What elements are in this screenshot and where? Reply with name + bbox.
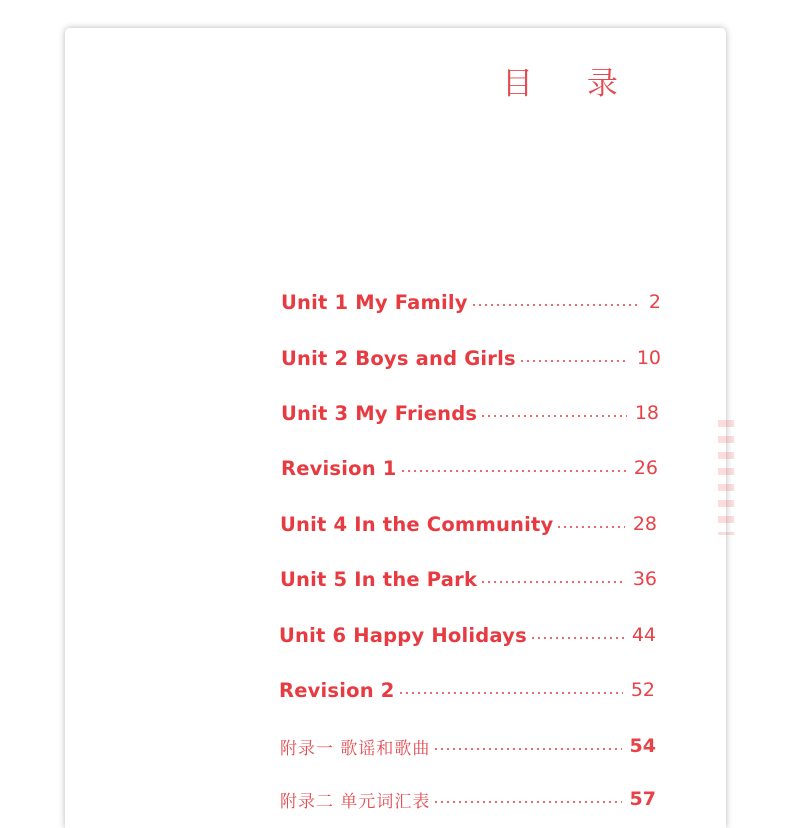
toc-entry-unit-5[interactable]	[280, 564, 657, 594]
dot-leader	[556, 526, 624, 528]
toc-entry-appendix-1[interactable]	[280, 731, 656, 761]
dot-leader	[433, 748, 621, 750]
toc-entry-page: 10	[636, 347, 661, 369]
toc-entry-appendix-2[interactable]	[280, 784, 656, 814]
toc-entry-page: 57	[629, 788, 656, 810]
toc-entry-page: 44	[631, 624, 656, 646]
toc-entry-page: 52	[630, 679, 655, 701]
dot-leader	[519, 360, 629, 362]
toc-entry-title: 附录二 单元词汇表	[280, 791, 431, 812]
dot-leader	[400, 470, 626, 472]
page-title: 目 录	[502, 66, 640, 102]
toc-entry-page: 54	[629, 735, 656, 757]
dot-leader	[433, 801, 621, 803]
toc-entry-title: Revision 1	[281, 456, 397, 480]
toc-entry-title: Unit 5 In the Park	[280, 567, 478, 591]
toc-entry-title: Unit 3 My Friends	[281, 401, 478, 425]
toc-entry-page: 26	[633, 457, 658, 479]
bleed-through-text	[718, 420, 734, 535]
toc-entry-title: Unit 2 Boys and Girls	[281, 346, 516, 370]
dot-leader	[471, 304, 641, 306]
toc-entry-page: 28	[632, 513, 657, 535]
toc-entry-page: 36	[632, 568, 657, 590]
toc-entry-unit-2[interactable]	[281, 343, 661, 373]
toc-entry-revision-1[interactable]	[281, 453, 658, 483]
toc-entry-title: Revision 2	[279, 678, 395, 702]
toc-entry-unit-6[interactable]	[279, 620, 656, 650]
toc-entry-title: Unit 6 Happy Holidays	[279, 623, 527, 647]
toc-entry-unit-3[interactable]	[281, 398, 659, 428]
dot-leader	[480, 415, 627, 417]
dot-leader	[530, 637, 624, 639]
toc-entry-page: 18	[634, 402, 659, 424]
toc-entry-title: 附录一 歌谣和歌曲	[280, 738, 431, 759]
toc-entry-revision-2[interactable]	[279, 675, 655, 705]
toc-entry-unit-1[interactable]	[281, 287, 661, 317]
document-page	[65, 28, 726, 828]
toc-entry-title: Unit 4 In the Community	[280, 512, 554, 536]
toc-entry-title: Unit 1 My Family	[281, 290, 468, 314]
toc-entry-unit-4[interactable]	[280, 509, 657, 539]
toc-entry-page: 2	[648, 291, 661, 313]
dot-leader	[398, 692, 623, 694]
dot-leader	[480, 581, 625, 583]
